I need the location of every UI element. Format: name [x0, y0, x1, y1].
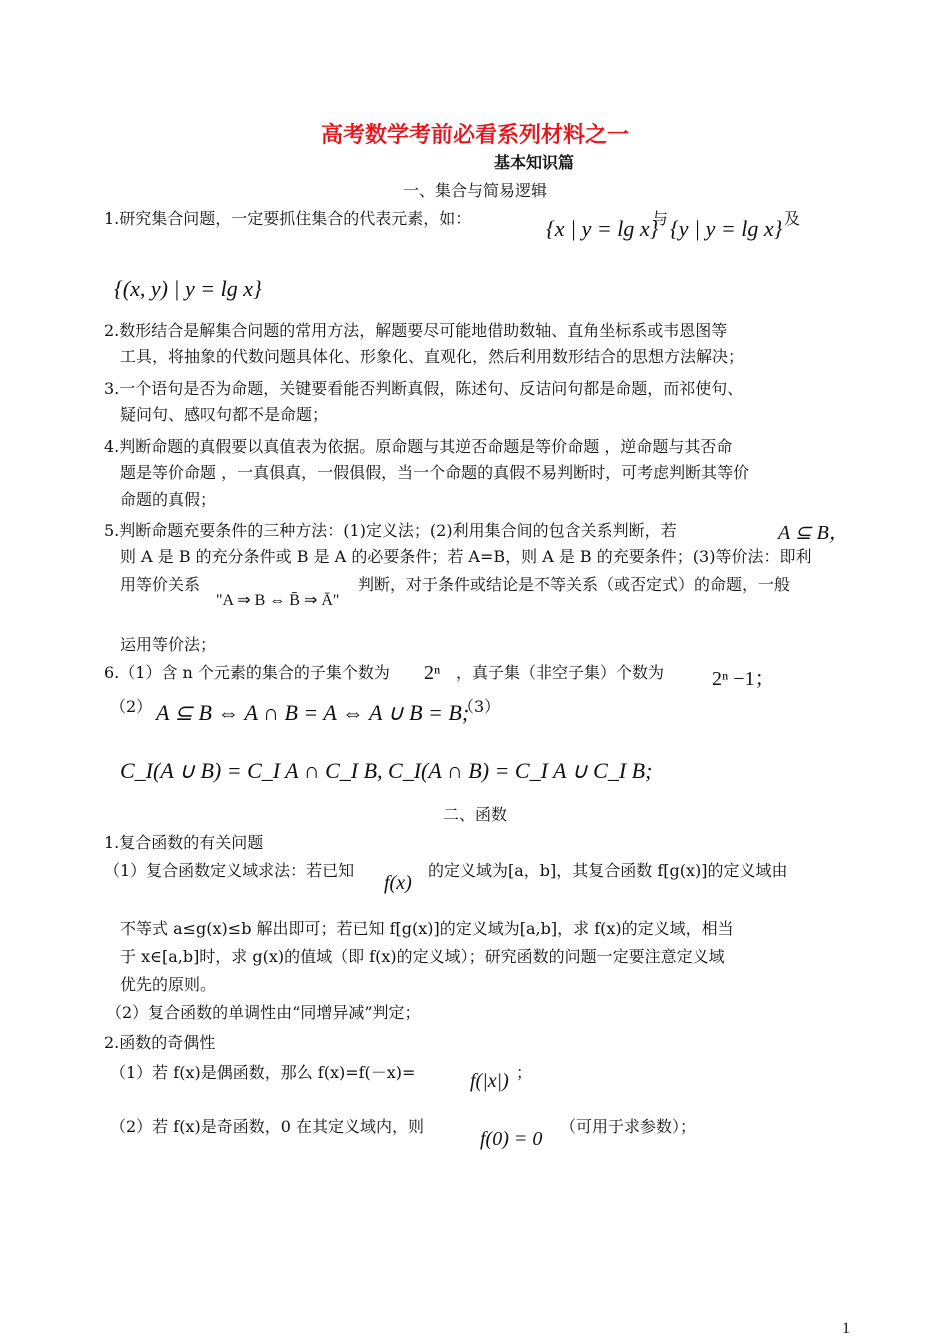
item5-equivalence-math: "A ⇒ B ⇔ B̄ ⇒ Ā" — [216, 592, 340, 609]
item5-line2: 则 A 是 B 的充分条件或 B 是 A 的必要条件；若 A=B，则 A 是 B 的充要条件；(3)等价法：即利 — [120, 547, 812, 566]
proper-subset-count-math: 2ⁿ −1； — [712, 668, 775, 690]
composite-domain-line2: 不等式 a≤g(x)≤b 解出即可；若已知 f[g(x)]的定义域为[a,b]，求 f(x)的定义域，相当 — [120, 919, 734, 938]
composite-domain-line1b: 的定义域为[a，b]，其复合函数 f[g(x)]的定义域由 — [428, 861, 788, 880]
section-heading-sets-logic: 一、集合与简易逻辑 — [402, 181, 547, 200]
item5-line1: 5.判断命题充要条件的三种方法：(1)定义法；(2)利用集合间的包含关系判断，若 — [104, 521, 677, 540]
item5-line4: 运用等价法； — [120, 635, 217, 654]
composite-monotonicity: （2）复合函数的单调性由“同增异减”判定； — [106, 1003, 421, 1022]
composite-domain-line4: 优先的原则。 — [120, 975, 217, 994]
complement-law-math: C_I(A ∪ B) = C_I A ∩ C_I B, C_I(A ∩ B) = C_I A ∪ C_I B; — [120, 758, 653, 783]
parity-title: 2.函数的奇偶性 — [104, 1033, 216, 1052]
set-relation-math: A ⊆ B ⇔ A ∩ B = A ⇔ A ∪ B = B; — [156, 700, 470, 725]
odd-function-line-b: （可用于求参数）； — [560, 1117, 697, 1136]
composite-function-title: 1.复合函数的有关问题 — [104, 833, 264, 852]
document-subtitle: 基本知识篇 — [494, 153, 575, 172]
document-title: 高考数学考前必看系列材料之一 — [320, 122, 629, 148]
item5-line3a: 用等价关系 — [120, 575, 201, 594]
set-expression-xy: {(x, y) | y = lg x} — [114, 276, 262, 301]
item4-line3: 命题的真假； — [120, 490, 217, 509]
subset-count-math: 2ⁿ — [424, 662, 441, 684]
even-function-line-a: （1）若 f(x)是偶函数，那么 f(x)=f(－x)= — [110, 1063, 416, 1082]
composite-domain-line1a: （1）复合函数定义域求法：若已知 — [104, 861, 355, 880]
item2-line2: 工具，将抽象的代数问题具体化、形象化、直观化，然后利用数形结合的思想方法解决； — [120, 347, 745, 366]
item1-text: 1.研究集合问题，一定要抓住集合的代表元素，如： — [104, 209, 472, 228]
set-expression-x: {x | y = lg x} — [546, 216, 659, 241]
composite-domain-line3: 于 x∈[a,b]时，求 g(x)的值域（即 f(x)的定义域）；研究函数的问题一定要注意定义域 — [120, 947, 725, 966]
item1-and: 与 — [652, 209, 669, 228]
f-zero-math: f(0) = 0 — [480, 1128, 543, 1150]
item5-subset-math: A ⊆ B， — [778, 522, 849, 544]
set-expression-y: {y | y = lg x} — [670, 216, 783, 241]
item3-line1: 3.一个语句是否为命题，关键要看能否判断真假，陈述句、反诘问句都是命题，而祁使句、 — [104, 379, 744, 398]
f-abs-x-math: f(|x|) — [470, 1070, 509, 1092]
item4-line2: 题是等价命题 ，一真俱真，一假俱假，当一个命题的真假不易判断时，可考虑判断其等价 — [120, 463, 750, 482]
item1-and2: 及 — [784, 209, 801, 228]
page-number: 1 — [842, 1320, 850, 1337]
even-function-line-b: ； — [516, 1063, 533, 1082]
item4-line1: 4.判断命题的真假要以真值表为依据。原命题与其逆否命题是等价命题 ，逆命题与其否命 — [104, 437, 733, 456]
fx-math: f(x) — [384, 872, 412, 894]
item3-line2: 疑问句、感叹句都不是命题； — [120, 405, 329, 424]
item6-line1a: 6.（1）含 n 个元素的集合的子集个数为 — [104, 663, 390, 682]
odd-function-line-a: （2）若 f(x)是奇函数，0 在其定义域内，则 — [110, 1117, 424, 1136]
section-heading-functions: 二、函数 — [442, 805, 507, 824]
item5-line3b: 判断，对于条件或结论是不等关系（或否定式）的命题，一般 — [358, 575, 791, 594]
item6-line1b: ，真子集（非空子集）个数为 — [456, 663, 665, 682]
item6-label2: （2） — [110, 697, 153, 716]
item2-line1: 2.数形结合是解集合问题的常用方法，解题要尽可能地借助数轴、直角坐标系或韦恩图等 — [104, 321, 728, 340]
item6-label3: （3） — [458, 697, 501, 716]
